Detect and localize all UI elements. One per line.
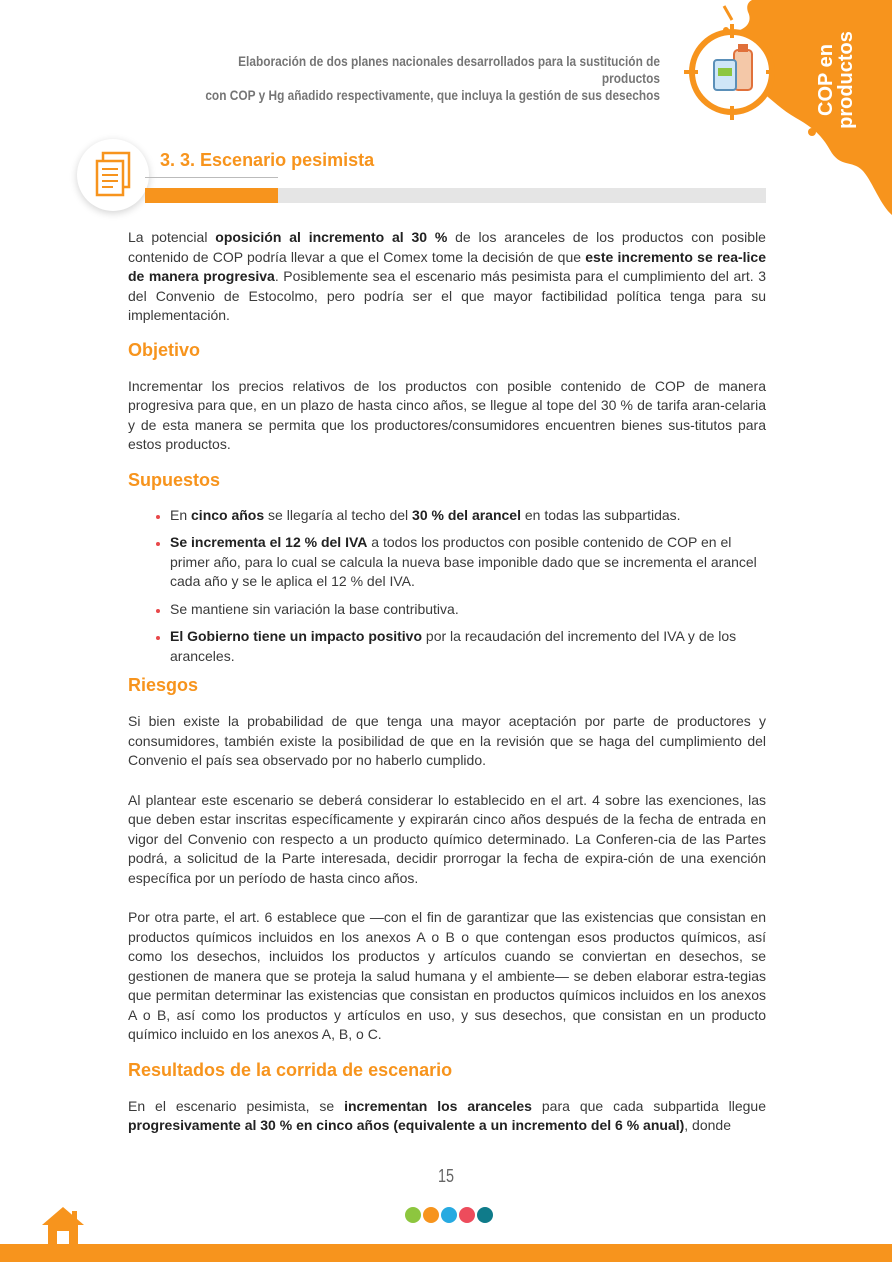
section-title: 3. 3. Escenario pesimista (160, 150, 375, 170)
dot-2 (423, 1207, 439, 1223)
document-icon (93, 151, 133, 199)
item-bold: cinco años (191, 506, 265, 523)
resultados-paragraph (128, 1097, 766, 1136)
item-text: en todas las subpartidas. (520, 506, 681, 523)
intro-bold-1: oposición al incremento al 30 % (215, 229, 448, 245)
item-text: se llegaría al techo del (264, 506, 413, 523)
supuestos-heading: Supuestos (128, 469, 221, 490)
home-icon[interactable] (40, 1205, 86, 1245)
item-bold: 30 % del arancel (412, 506, 521, 523)
list-item (170, 506, 766, 526)
title-rule (145, 177, 278, 178)
intro-bold-2: este incremento se rea-lice de manera progresiva (128, 248, 767, 284)
riesgos-paragraph-1: Si bien existe la probabilidad de que tenga una mayor aceptación por parte de productores y consumidores, también existe la posibilidad de que en la revisión que se haga del cumplimiento del Convenio el país sea observado por no haberlo cumplido. (128, 713, 766, 768)
riesgos-paragraph-2: Al plantear este escenario se deberá considerar lo establecido en el art. 4 sobre las exenciones, las que deben estar inscritas específicamente y expirarán cinco años después de la fecha de entrada en vigor del Convenio con respecto a un producto químico determinado. La Conferen-cia de las Partes podrá, a solicitud de la Parte interesada, decidir prorrogar la fecha de expira-ción de una exención específica por un período de hasta cinco años. (128, 791, 766, 886)
supuestos-list (128, 506, 766, 667)
color-dots (405, 1207, 495, 1223)
intro-text-3: . Posiblemente sea el escenario más pesimista para el cumplimiento del art. 3 del Convenio de Estocolmo, pero podría ser el que mayor factibilidad política tenga para su implementación. (128, 268, 767, 323)
title-bar-accent (145, 188, 278, 203)
item-bold: Se incrementa el 12 % del IVA (170, 534, 368, 550)
header-line-2: con COP y Hg añadido respectivamente, que incluya la gestión de sus desechos (205, 88, 661, 103)
item-bold: El Gobierno tiene un impacto positivo (170, 628, 423, 644)
footer-bar (0, 1244, 892, 1262)
document-header (202, 53, 660, 104)
side-tab-cop-en-productos (806, 30, 866, 130)
side-tab-line2: productos (835, 31, 857, 129)
resultados-bold-2: progresivamente al 30 % en cinco años (equivalente a un incremento del 6 % anual) (128, 1117, 685, 1133)
side-tab-line1: COP en (815, 44, 837, 116)
objetivo-heading: Objetivo (128, 339, 201, 360)
item-text: por la recaudación del incremento del IVA y de los aranceles. (170, 628, 737, 664)
objetivo-paragraph: Incrementar los precios relativos de los productos con posible contenido de COP de manera progresiva para que, en un plazo de hasta cinco años, se llegue al tope del 30 % de tarifa aran-celaria y de esta manera se permita que los productores/consumidores encuentren bienes sus-titutos para estos productos. (128, 377, 766, 452)
riesgos-paragraph-3: Por otra parte, el art. 6 establece que —con el fin de garantizar que las existencias que consistan en productos químicos incluidos en los anexos A o B o que contengan esos productos químicos, así como los desechos, incluidos los productos y artículos cuando se conviertan en desechos, se gestionen de manera que se proteja la salud humana y el ambiente— se deben elaborar estra-tegias que permitan determinar las existencias que consistan en productos químicos incluidos en los anexos A o B, así como los productos y artículos en uso, y sus desechos, que consistan en un producto químico incluido en los anexos A, B, o C. (128, 909, 766, 1042)
dot-4 (459, 1207, 475, 1223)
list-item (170, 600, 766, 620)
header-line-1: Elaboración de dos planes nacionales desarrollados para la sustitución de productos (238, 54, 660, 86)
target-product-icon (684, 24, 780, 120)
intro-text-1: La potencial (128, 229, 216, 245)
dot-1 (405, 1207, 421, 1223)
riesgos-heading: Riesgos (128, 675, 199, 695)
dot-5 (477, 1207, 493, 1223)
resultados-bold-1: incrementan los aranceles (344, 1097, 532, 1114)
intro-text-2: de los aranceles de los productos con posible contenido de COP podría llevar a que el Comex tome la decisión de que (128, 229, 766, 265)
intro-paragraph (128, 228, 766, 326)
item-text: En (170, 506, 192, 523)
main-content (128, 228, 766, 1136)
item-text: a todos los productos con posible contenido de COP en el primer año, para lo cual se calcula la nueva base imponible dado que se incrementa el arancel cada año y se le aplica el 12 % del IVA. (170, 534, 757, 589)
resultados-text-3: , donde (684, 1117, 731, 1133)
dot-3 (441, 1207, 457, 1223)
item-text: Se mantiene sin variación la base contributiva. (170, 600, 459, 617)
page-number: 15 (437, 1166, 455, 1186)
list-item (170, 627, 766, 666)
resultados-text-1: En el escenario pesimista, se (128, 1097, 345, 1114)
resultados-text-2: para que cada subpartida llegue (531, 1097, 766, 1114)
list-item (170, 533, 766, 592)
section-badge (77, 139, 149, 211)
resultados-heading: Resultados de la corrida de escenario (128, 1059, 453, 1080)
